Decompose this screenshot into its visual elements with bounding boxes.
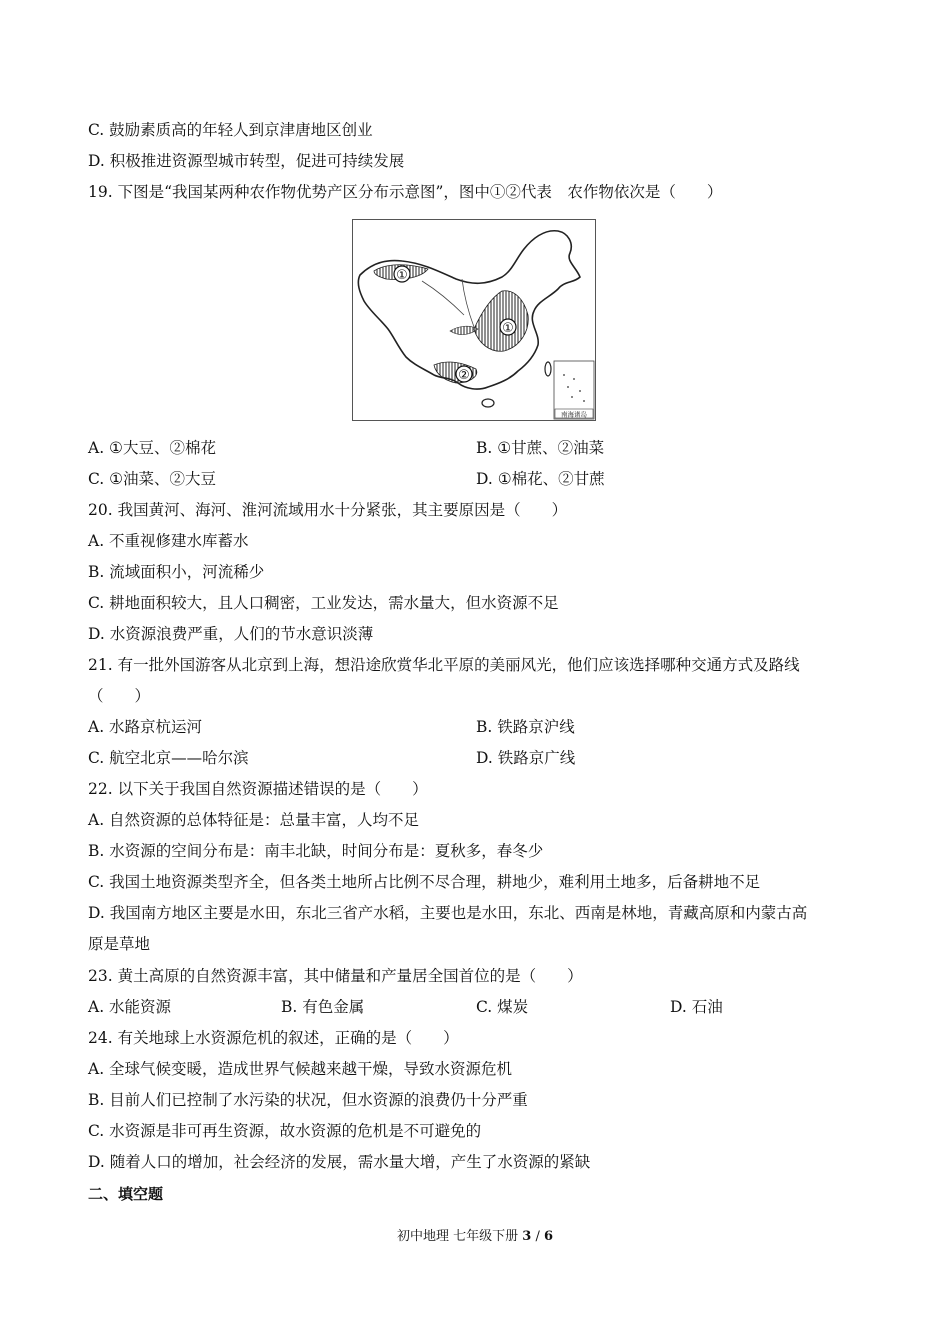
crop-distribution-map [352, 219, 596, 421]
q22-option-c: C. 我国土地资源类型齐全，但各类土地所占比例不尽合理，耕地少，难利用土地多，后备耕地不足 [88, 873, 761, 891]
q20-option-d: D. 水资源浪费严重，人们的节水意识淡薄 [88, 625, 374, 643]
q24-option-b: B. 目前人们已控制了水污染的状况，但水资源的浪费仍十分严重 [88, 1091, 528, 1109]
q24-option-d: D. 随着人口的增加，社会经济的发展，需水量大增，产生了水资源的紧缺 [88, 1153, 591, 1171]
footer-page: 3 [522, 1229, 532, 1244]
map-label-2: ② [458, 368, 470, 383]
map-label-1-east: ① [502, 321, 514, 336]
q21-option-a: A. 水路京杭运河 [88, 718, 203, 736]
q23-option-d: D. 石油 [670, 998, 723, 1016]
q22-option-d-cont: 原是草地 [88, 935, 151, 953]
q21-option-c: C. 航空北京——哈尔滨 [88, 749, 249, 767]
q23-stem: 23. 黄土高原的自然资源丰富，其中储量和产量居全国首位的是（ ） [88, 967, 583, 985]
map-label-1-west: ① [396, 268, 408, 283]
q24-stem: 24. 有关地球上水资源危机的叙述，正确的是（ ） [88, 1029, 459, 1047]
q19-option-c: C. ①油菜、②大豆 [88, 470, 217, 488]
q19-option-a: A. ①大豆、②棉花 [88, 439, 216, 457]
q22-option-a: A. 自然资源的总体特征是：总量丰富，人均不足 [88, 811, 420, 829]
q19-option-b: B. ①甘蔗、②油菜 [476, 439, 605, 457]
q21-stem: 21. 有一批外国游客从北京到上海，想沿途欣赏华北平原的美丽风光，他们应该选择哪种交通方式及路线 [88, 656, 800, 674]
q20-option-b: B. 流域面积小，河流稀少 [88, 563, 265, 581]
q21-option-b: B. 铁路京沪线 [476, 718, 575, 736]
q19-stem: 19. 下图是“我国某两种农作物优势产区分布示意图”，图中①②代表 农作物依次是（ ） [88, 183, 723, 201]
q19-option-d: D. ①棉花、②甘蔗 [476, 470, 605, 488]
page-footer [0, 1228, 950, 1246]
q23-option-c: C. 煤炭 [476, 998, 529, 1016]
q18-option-c: C. 鼓励素质高的年轻人到京津唐地区创业 [88, 121, 373, 139]
footer-subject: 初中地理 七年级下册 [396, 1229, 519, 1244]
q20-option-a: A. 不重视修建水库蓄水 [88, 532, 249, 550]
q20-stem: 20. 我国黄河、海河、淮河流域用水十分紧张，其主要原因是（ ） [88, 501, 568, 519]
footer-separator: / [535, 1229, 540, 1244]
section-title-fill-in: 二、填空题 [88, 1185, 164, 1203]
q23-option-a: A. 水能资源 [88, 998, 172, 1016]
q22-option-d: D. 我国南方地区主要是水田，东北三省产水稻，主要也是水田，东北、西南是林地，青藏高原和内蒙古高 [88, 904, 808, 922]
q23-option-b: B. 有色金属 [281, 998, 365, 1016]
q22-stem: 22. 以下关于我国自然资源描述错误的是（ ） [88, 780, 428, 798]
q20-option-c: C. 耕地面积较大，且人口稠密，工业发达，需水量大，但水资源不足 [88, 594, 559, 612]
q18-option-d: D. 积极推进资源型城市转型，促进可持续发展 [88, 152, 405, 170]
q24-option-a: A. 全球气候变暖，造成世界气候越来越干燥，导致水资源危机 [88, 1060, 513, 1078]
q21-stem-bracket: （ ） [88, 687, 151, 705]
q22-option-b: B. 水资源的空间分布是：南丰北缺，时间分布是：夏秋多，春冬少 [88, 842, 544, 860]
q21-option-d: D. 铁路京广线 [476, 749, 576, 767]
q24-option-c: C. 水资源是非可再生资源，故水资源的危机是不可避免的 [88, 1122, 482, 1140]
inset-label: 南海诸岛 [561, 410, 587, 419]
footer-total: 6 [543, 1229, 554, 1244]
